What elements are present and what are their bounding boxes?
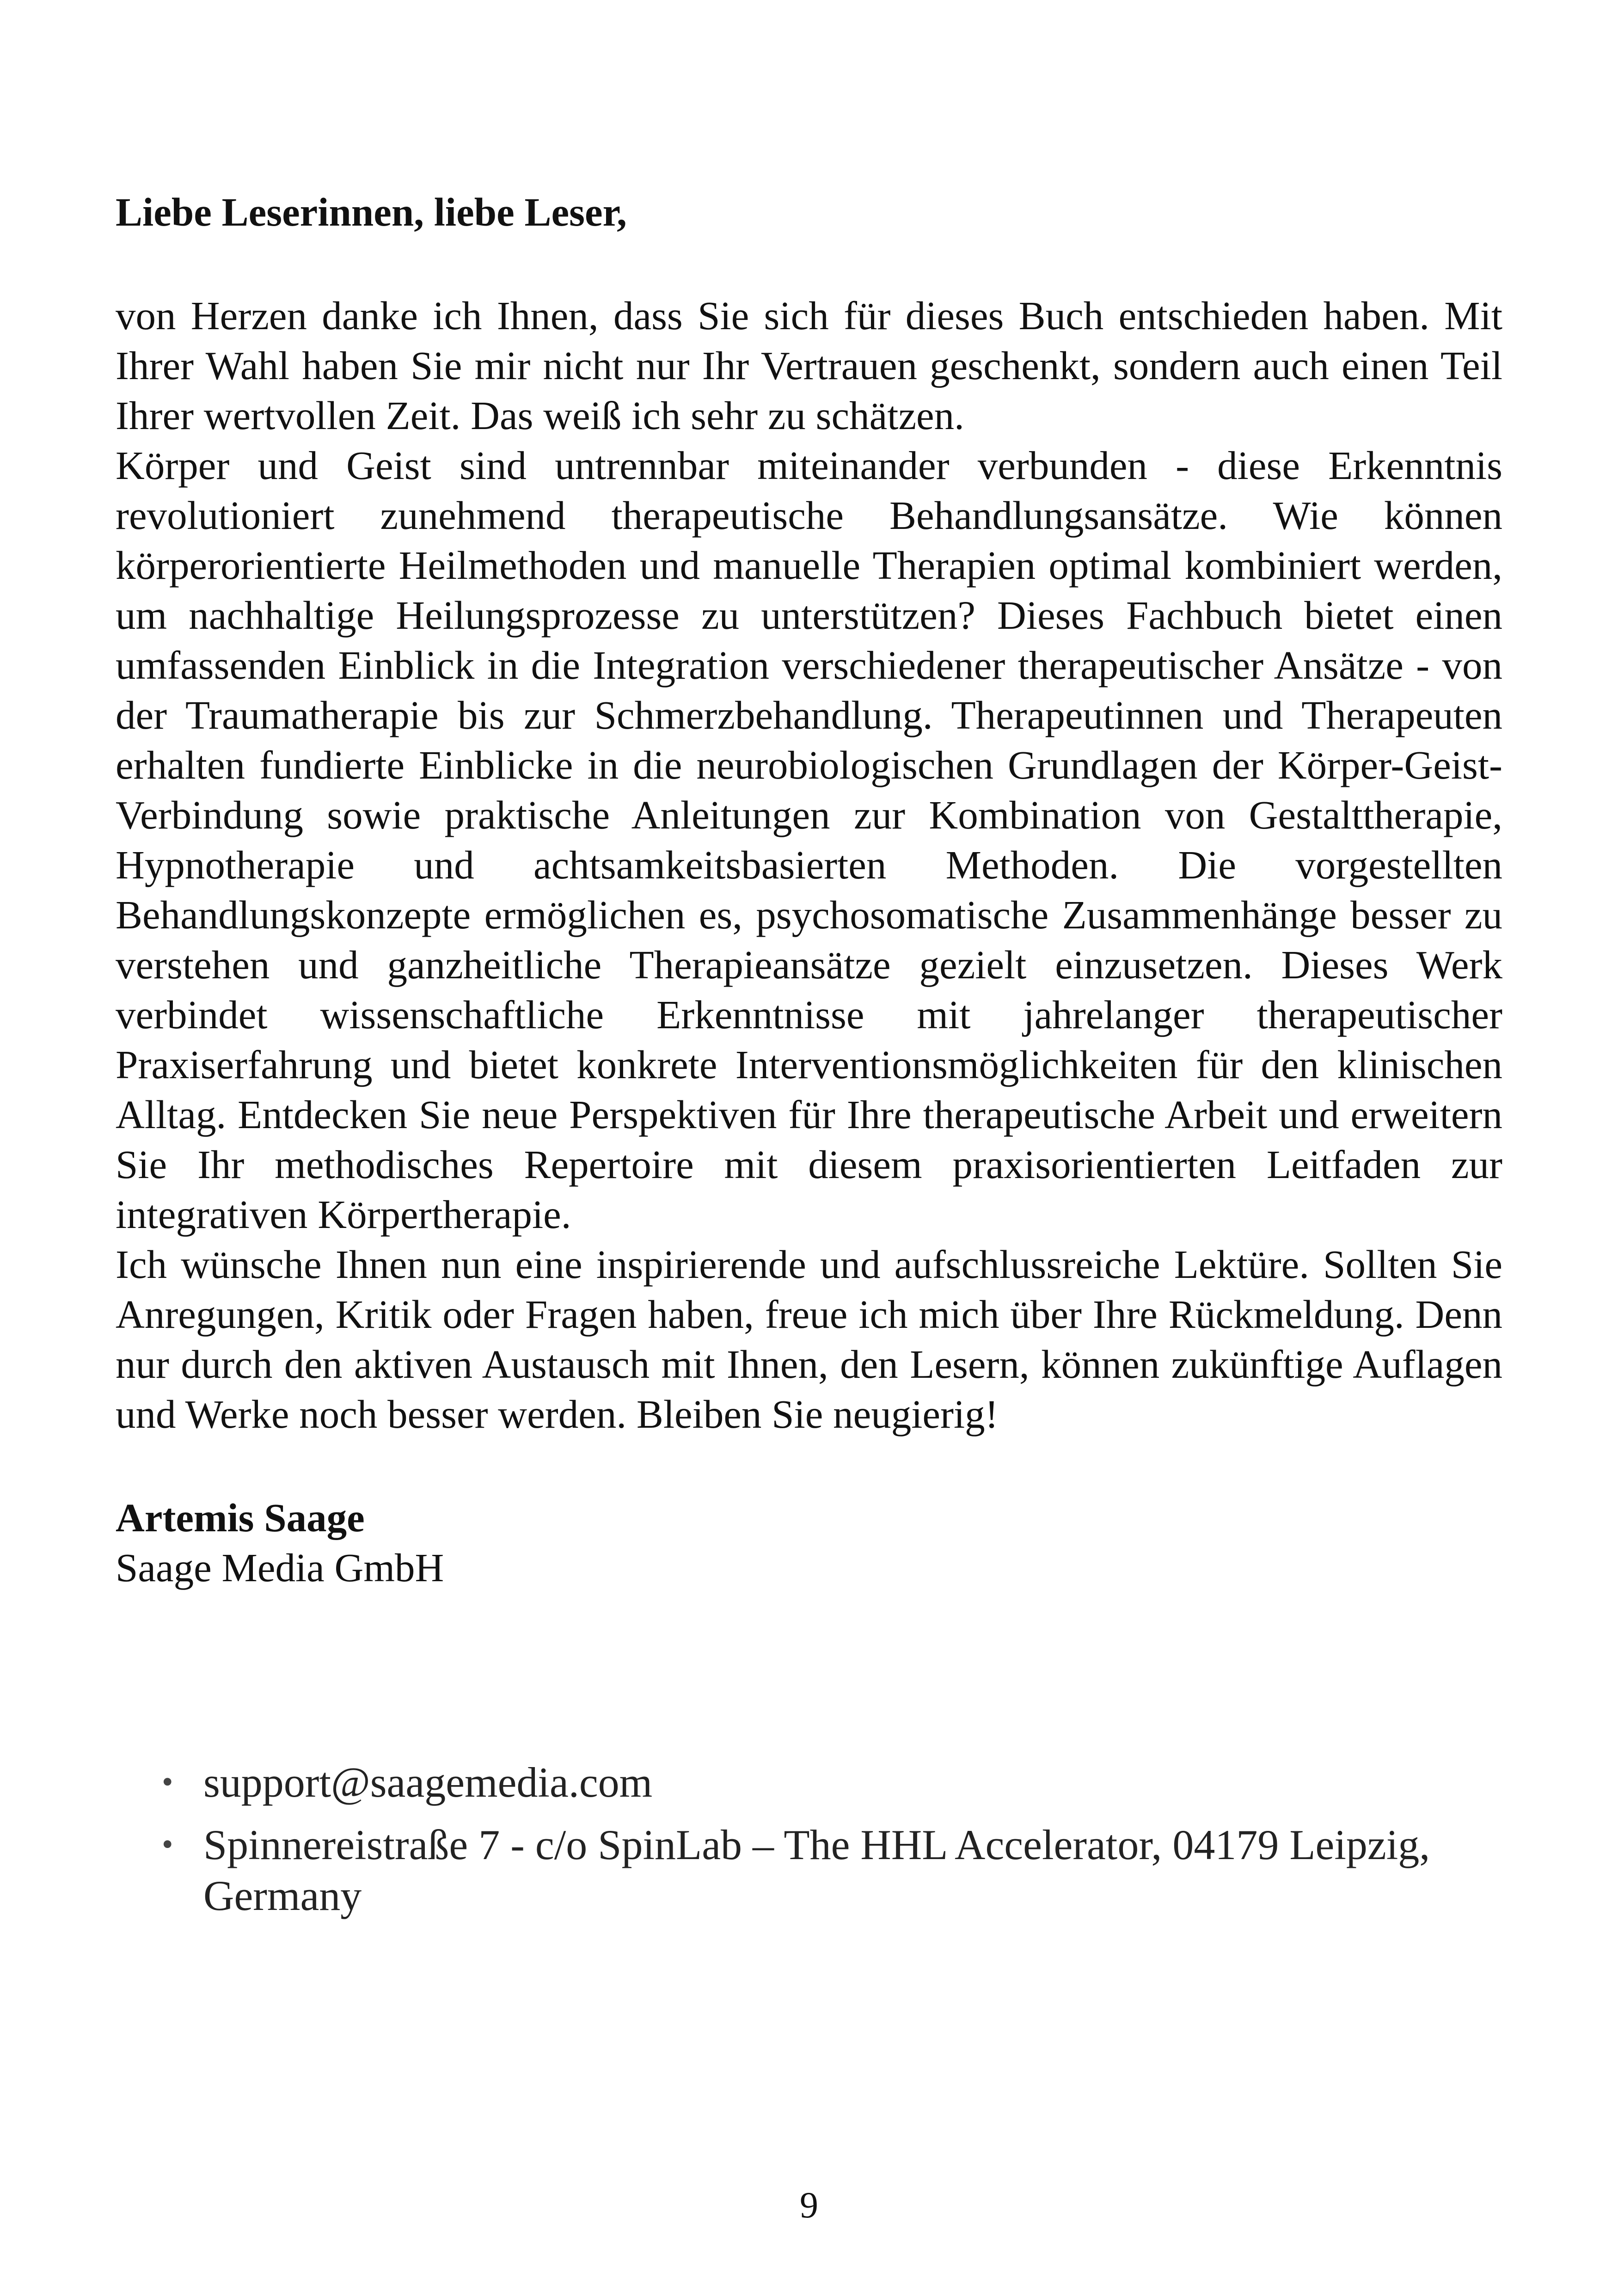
bullet-icon: • <box>162 1764 173 1800</box>
contact-address: Spinnereistraße 7 - c/o SpinLab – The HHL Accelerator, 04179 Leipzig, Germany <box>203 1821 1430 1919</box>
contact-email-item <box>157 1757 1452 1808</box>
contact-address-item <box>157 1819 1452 1921</box>
paragraph-thanks: von Herzen danke ich Ihnen, dass Sie sich für dieses Buch entschieden haben. Mit Ihrer Wahl haben Sie mir nicht nur Ihr Vertrauen geschenkt, sondern auch einen Teil Ihrer wertvollen Zeit. Das weiß ich sehr zu schätzen. <box>116 293 1502 438</box>
paragraph-book-description: Körper und Geist sind untrennbar miteinander verbunden - diese Erkenntnis revolutioniert zunehmend therapeutische Behandlungsansätze. Wie können körperorientierte Heilmethoden und manuelle Therapien optimal kombiniert werden, um nachhaltige Heilungsprozesse zu unterstützen? Dieses Fachbuch bietet einen umfassenden Einblick in die Integration verschiedener therapeutischer Ansätze - von der Traumatherapie bis zur Schmerzbehandlung. Therapeutinnen und Therapeuten erhalten fundierte Einblicke in die neurobiologischen Grundlagen der Körper-Geist-Verbindung sowie praktische Anleitungen zur Kombination von Gestalttherapie, Hypnotherapie und achtsamkeitsbasierten Methoden. Die vorgestellten Behandlungskonzepte ermöglichen es, psychosomatische Zusammenhänge besser zu verstehen und ganzheitliche Therapieansätze gezielt einzusetzen. Dieses Werk verbindet wissenschaftliche Erkenntnisse mit jahrelanger therapeutischer Praxiserfahrung und bietet konkrete Interventionsmöglichkeiten für den klinischen Alltag. Entdecken Sie neue Perspektiven für Ihre therapeutische Arbeit und erweitern Sie Ihr methodisches Repertoire mit diesem praxisorientierten Leitfaden zur integrativen Körpertherapie. <box>116 443 1502 1237</box>
greeting-heading: Liebe Leserinnen, liebe Leser, <box>116 190 627 234</box>
signature-block <box>116 1493 1502 1593</box>
company-name: Saage Media GmbH <box>116 1545 444 1590</box>
contact-list <box>157 1757 1452 1933</box>
page-number: 9 <box>800 2185 818 2226</box>
paragraph-closing: Ich wünsche Ihnen nun eine inspirierende und aufschlussreiche Lektüre. Sollten Sie Anregungen, Kritik oder Fragen haben, freue ich mich über Ihre Rückmeldung. Denn nur durch den aktiven Austausch mit Ihnen, den Lesern, können zukünftige Auflagen und Werke noch besser werden. Bleiben Sie neugierig! <box>116 1242 1502 1437</box>
author-name: Artemis Saage <box>116 1495 365 1540</box>
contact-email-link[interactable]: support@saagemedia.com <box>203 1759 653 1806</box>
letter-body <box>116 187 1502 1593</box>
bullet-icon: • <box>162 1827 173 1862</box>
